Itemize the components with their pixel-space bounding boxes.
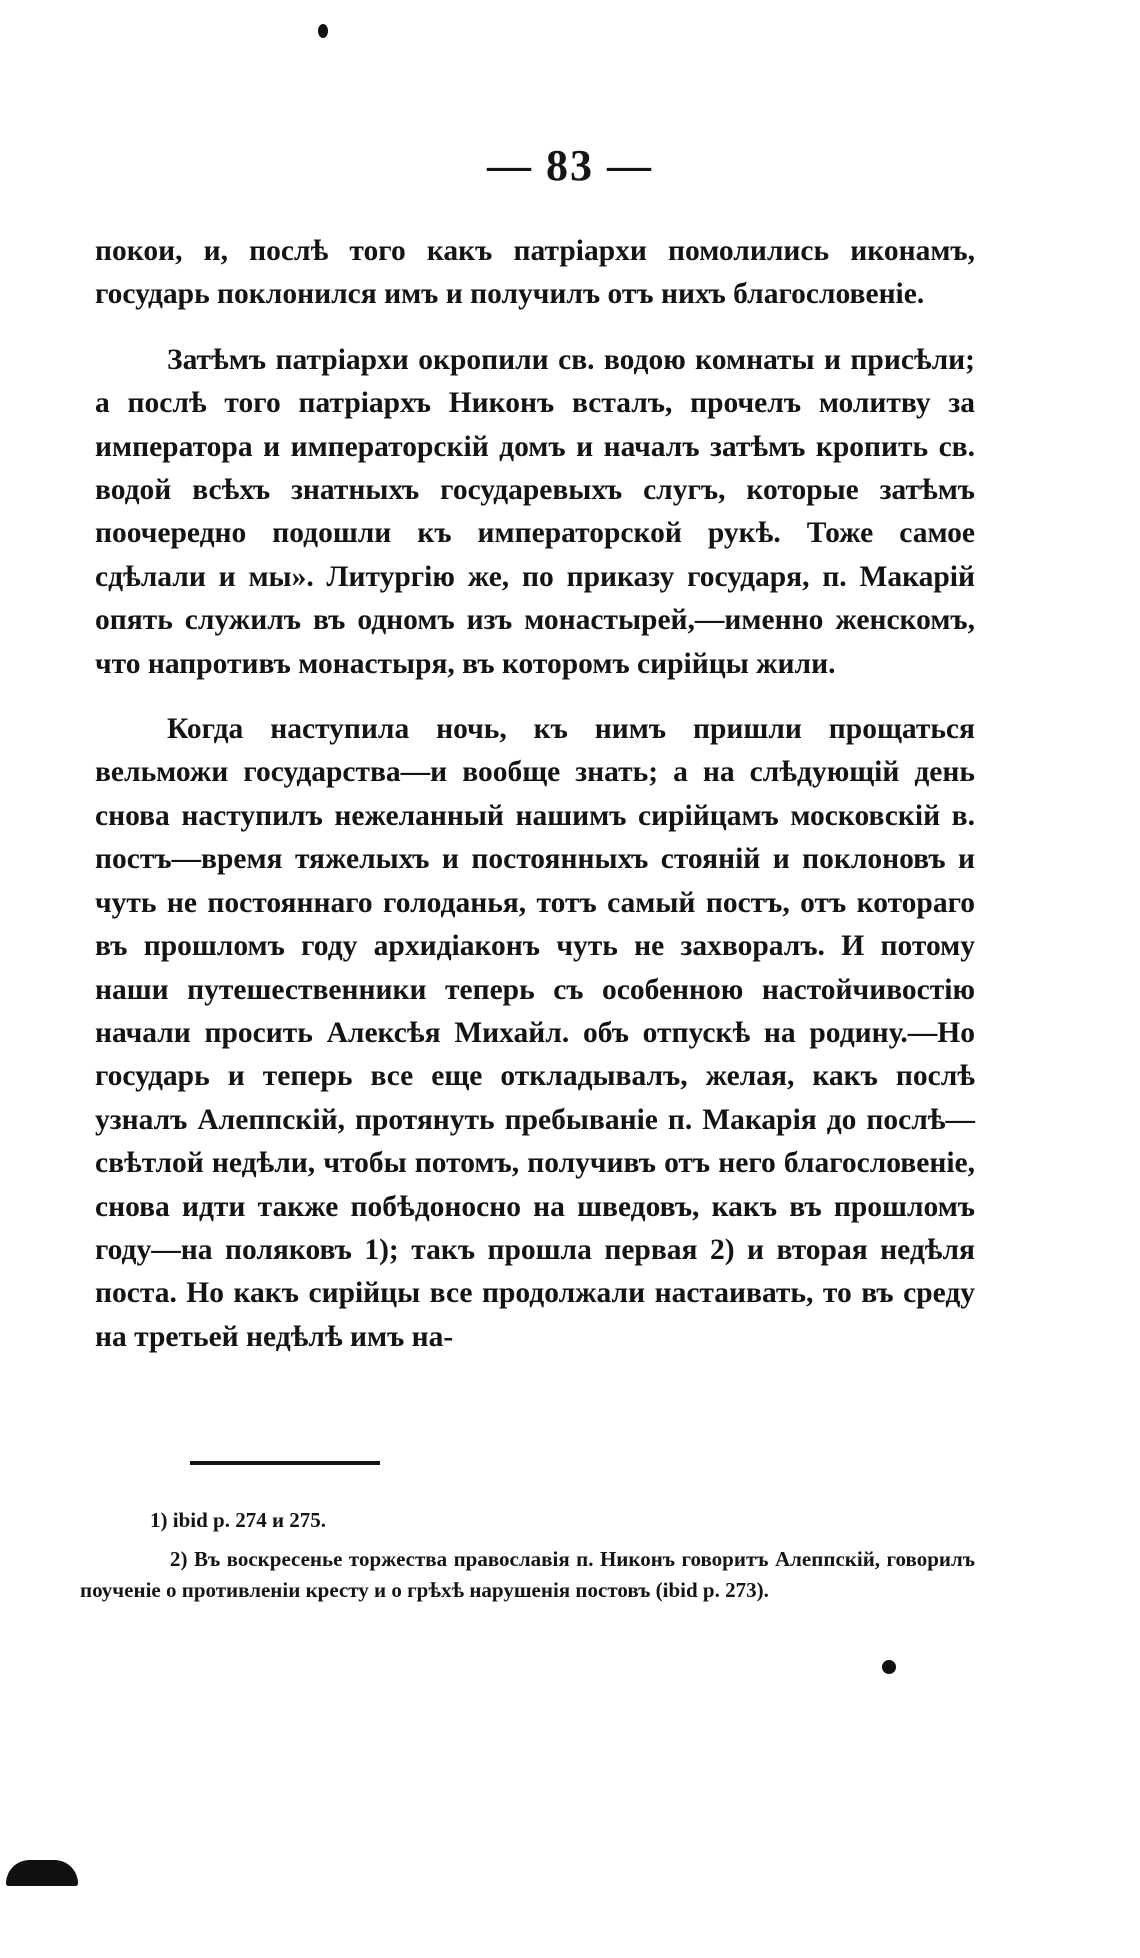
paragraph-2: Затѣмъ патріархи окропили св. водою комнаты и присѣли; а послѣ того патріархъ Никонъ всталъ, прочелъ молитву за императора и императорскій домъ и началъ затѣмъ кропить св. водой всѣхъ знатныхъ государевыхъ слугъ, которые затѣмъ поочередно подошли къ императорской рукѣ. Тоже самое сдѣлали и мы». Литургію же, по приказу государя, п. Макарій опять служилъ въ одномъ изъ монастырей,—именно женскомъ, что напротивъ монастыря, въ которомъ сирійцы жили. [95,343,975,680]
paragraph-3: Когда наступила ночь, къ нимъ пришли прощаться вельможи государства—и вообще знать; а на слѣдующій день снова наступилъ нежеланный нашимъ сирійцамъ московскій в. постъ—время тяжелыхъ и постоянныхъ стояній и поклоновъ и чуть не постояннаго голоданья, тотъ самый постъ, отъ котораго въ прошломъ году архидіаконъ чуть не захворалъ. И потому наши путешественники теперь съ особенною настойчивостію начали просить Алексѣя Михайл. объ отпускѣ на родину.—Но государь и теперь все еще откладывалъ, желая, какъ послѣ узналъ Алеппскій, протянуть пребываніе п. Макарія до послѣ—свѣтлой недѣли, чтобы потомъ, получивъ отъ него благословеніе, снова идти также побѣдоносно на шведовъ, какъ въ прошломъ году—на поляковъ 1); такъ прошла первая 2) и вторая недѣля поста. Но какъ сирійцы все продолжали настаивать, то въ среду на третьей недѣлѣ имъ на- [95,713,975,1353]
footnote-1: 1) ibid p. 274 и 275. [150,1508,327,1532]
ink-speck [882,1660,896,1674]
footnotes [80,1505,975,1614]
paragraph-1: покои, и, послѣ того какъ патріархи помолились иконамъ, государь поклонился имъ и получилъ отъ нихъ благословеніе. [95,235,975,311]
footnote-2: 2) Въ воскресенье торжества православія п. Никонъ говоритъ Алеппскій, говорилъ поученіе о противленіи кресту и о грѣхѣ нарушенія постовъ (ibid p. 273). [80,1547,975,1602]
ink-blot [6,1860,78,1886]
footnote-divider [190,1461,380,1465]
page-number: — 83 — [487,141,653,190]
ink-speck [318,24,328,38]
main-text [95,230,975,1381]
